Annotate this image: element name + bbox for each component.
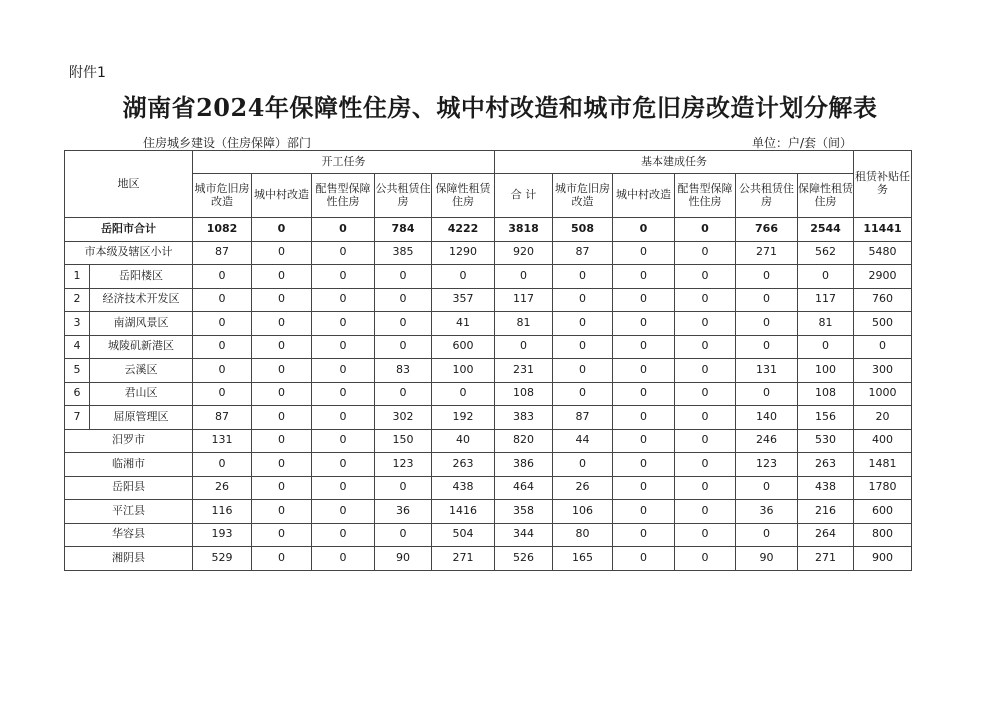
table-cell: 0 — [613, 547, 675, 571]
table-cell: 0 — [432, 265, 495, 289]
table-cell: 83 — [375, 359, 432, 383]
table-cell: 87 — [553, 406, 613, 430]
table-cell: 87 — [193, 241, 252, 265]
table-cell: 0 — [553, 335, 613, 359]
region-name: 湘阴县 — [65, 547, 193, 571]
table-cell: 0 — [312, 523, 375, 547]
table-cell: 108 — [798, 382, 854, 406]
region-name: 屈原管理区 — [90, 406, 193, 430]
table-cell: 0 — [675, 453, 736, 477]
row-number: 3 — [65, 312, 90, 336]
table-cell: 81 — [798, 312, 854, 336]
table-cell: 123 — [736, 453, 798, 477]
table-cell: 438 — [432, 476, 495, 500]
table-row — [65, 429, 912, 453]
table-cell: 271 — [798, 547, 854, 571]
table-cell: 0 — [252, 382, 312, 406]
table-cell: 0 — [613, 359, 675, 383]
table-cell: 0 — [193, 312, 252, 336]
table-cell: 0 — [553, 359, 613, 383]
table-cell: 500 — [854, 312, 912, 336]
region-name: 平江县 — [65, 500, 193, 524]
table-cell: 784 — [375, 218, 432, 242]
column-header: 配售型保障性住房 — [312, 174, 375, 218]
table-cell: 0 — [375, 523, 432, 547]
table-cell: 0 — [736, 312, 798, 336]
table-cell: 0 — [675, 476, 736, 500]
column-header: 保障性租赁住房 — [432, 174, 495, 218]
table-cell: 0 — [252, 265, 312, 289]
table-cell: 0 — [312, 453, 375, 477]
table-cell: 0 — [312, 218, 375, 242]
start-task-group-header: 开工任务 — [193, 151, 495, 174]
table-cell: 116 — [193, 500, 252, 524]
region-name: 汨罗市 — [65, 429, 193, 453]
region-name: 经济技术开发区 — [90, 288, 193, 312]
table-cell: 530 — [798, 429, 854, 453]
table-cell: 216 — [798, 500, 854, 524]
table-cell: 0 — [675, 523, 736, 547]
region-name: 南湖风景区 — [90, 312, 193, 336]
table-cell: 0 — [312, 500, 375, 524]
table-cell: 383 — [495, 406, 553, 430]
table-cell: 0 — [675, 218, 736, 242]
region-name: 岳阳市合计 — [65, 218, 193, 242]
table-cell: 20 — [854, 406, 912, 430]
table-cell: 0 — [312, 241, 375, 265]
table-cell: 0 — [675, 359, 736, 383]
region-name: 城陵矶新港区 — [90, 335, 193, 359]
table-cell: 0 — [193, 265, 252, 289]
table-cell: 0 — [675, 406, 736, 430]
column-header: 公共租赁住房 — [736, 174, 798, 218]
table-cell: 820 — [495, 429, 553, 453]
table-cell: 386 — [495, 453, 553, 477]
table-cell: 1000 — [854, 382, 912, 406]
table-cell: 920 — [495, 241, 553, 265]
table-cell: 800 — [854, 523, 912, 547]
table-row — [65, 265, 912, 289]
table-cell: 131 — [736, 359, 798, 383]
table-cell: 0 — [312, 265, 375, 289]
table-cell: 0 — [193, 382, 252, 406]
table-cell: 4222 — [432, 218, 495, 242]
table-cell: 0 — [613, 500, 675, 524]
table-cell: 36 — [736, 500, 798, 524]
table-cell: 0 — [798, 335, 854, 359]
table-cell: 263 — [432, 453, 495, 477]
table-cell: 1416 — [432, 500, 495, 524]
table-cell: 766 — [736, 218, 798, 242]
table-row — [65, 382, 912, 406]
row-number: 6 — [65, 382, 90, 406]
table-cell: 1481 — [854, 453, 912, 477]
table-cell: 100 — [432, 359, 495, 383]
table-row — [65, 288, 912, 312]
table-cell: 0 — [736, 476, 798, 500]
table-cell: 0 — [312, 335, 375, 359]
table-cell: 1290 — [432, 241, 495, 265]
table-row — [65, 453, 912, 477]
region-name: 华容县 — [65, 523, 193, 547]
table-cell: 0 — [675, 382, 736, 406]
table-cell: 562 — [798, 241, 854, 265]
table-row — [65, 406, 912, 430]
table-cell: 0 — [613, 523, 675, 547]
region-name: 市本级及辖区小计 — [65, 241, 193, 265]
table-cell: 123 — [375, 453, 432, 477]
table-cell: 87 — [193, 406, 252, 430]
table-cell: 131 — [193, 429, 252, 453]
table-cell: 0 — [252, 453, 312, 477]
column-header: 配售型保障性住房 — [675, 174, 736, 218]
table-cell: 0 — [252, 547, 312, 571]
table-cell: 0 — [252, 218, 312, 242]
table-cell: 900 — [854, 547, 912, 571]
table-cell: 504 — [432, 523, 495, 547]
column-header: 城市危旧房改造 — [193, 174, 252, 218]
table-cell: 108 — [495, 382, 553, 406]
table-cell: 0 — [252, 335, 312, 359]
table-cell: 81 — [495, 312, 553, 336]
table-row — [65, 500, 912, 524]
table-cell: 0 — [553, 288, 613, 312]
table-cell: 438 — [798, 476, 854, 500]
table-cell: 0 — [553, 312, 613, 336]
table-cell: 0 — [613, 453, 675, 477]
table-cell: 0 — [553, 382, 613, 406]
table-cell: 0 — [252, 406, 312, 430]
table-row — [65, 476, 912, 500]
table-cell: 0 — [312, 429, 375, 453]
table-cell: 0 — [675, 500, 736, 524]
table-cell: 0 — [252, 241, 312, 265]
table-cell: 0 — [193, 288, 252, 312]
table-cell: 271 — [736, 241, 798, 265]
column-header: 城市危旧房改造 — [553, 174, 613, 218]
table-cell: 529 — [193, 547, 252, 571]
row-number: 5 — [65, 359, 90, 383]
table-cell: 0 — [613, 406, 675, 430]
table-cell: 193 — [193, 523, 252, 547]
table-cell: 0 — [736, 382, 798, 406]
department-label: 住房城乡建设（住房保障）部门 — [143, 136, 312, 150]
region-name: 君山区 — [90, 382, 193, 406]
table-cell: 90 — [375, 547, 432, 571]
table-row — [65, 523, 912, 547]
table-cell: 760 — [854, 288, 912, 312]
table-row — [65, 218, 912, 242]
table-cell: 400 — [854, 429, 912, 453]
table-row — [65, 359, 912, 383]
table-cell: 0 — [675, 335, 736, 359]
column-header: 合 计 — [495, 174, 553, 218]
table-cell: 0 — [193, 335, 252, 359]
table-cell: 246 — [736, 429, 798, 453]
unit-label: 单位：户/套（间） — [752, 136, 853, 150]
table-row — [65, 241, 912, 265]
table-cell: 41 — [432, 312, 495, 336]
table-cell: 106 — [553, 500, 613, 524]
table-cell: 0 — [736, 335, 798, 359]
table-cell: 0 — [613, 476, 675, 500]
table-cell: 0 — [736, 288, 798, 312]
table-cell: 1082 — [193, 218, 252, 242]
table-cell: 358 — [495, 500, 553, 524]
table-cell: 117 — [798, 288, 854, 312]
table-cell: 192 — [432, 406, 495, 430]
table-cell: 36 — [375, 500, 432, 524]
basic-task-group-header: 基本建成任务 — [495, 151, 854, 174]
table-cell: 0 — [312, 288, 375, 312]
table-cell: 0 — [736, 523, 798, 547]
table-row — [65, 547, 912, 571]
table-cell: 0 — [375, 335, 432, 359]
column-header: 公共租赁住房 — [375, 174, 432, 218]
table-cell: 0 — [495, 335, 553, 359]
table-cell: 1780 — [854, 476, 912, 500]
column-header: 城中村改造 — [252, 174, 312, 218]
table-cell: 40 — [432, 429, 495, 453]
table-cell: 0 — [252, 523, 312, 547]
table-cell: 0 — [252, 312, 312, 336]
region-name: 临湘市 — [65, 453, 193, 477]
table-cell: 302 — [375, 406, 432, 430]
row-number: 1 — [65, 265, 90, 289]
table-cell: 0 — [375, 265, 432, 289]
table-cell: 0 — [375, 476, 432, 500]
table-cell: 0 — [675, 265, 736, 289]
table-cell: 0 — [613, 218, 675, 242]
table-cell: 0 — [495, 265, 553, 289]
table-cell: 0 — [613, 335, 675, 359]
table-cell: 0 — [553, 265, 613, 289]
table-cell: 0 — [375, 382, 432, 406]
table-cell: 0 — [675, 241, 736, 265]
table-cell: 0 — [675, 312, 736, 336]
plan-table — [64, 150, 912, 571]
table-cell: 0 — [193, 453, 252, 477]
table-cell: 150 — [375, 429, 432, 453]
table-cell: 385 — [375, 241, 432, 265]
table-cell: 0 — [252, 359, 312, 383]
table-cell: 0 — [252, 288, 312, 312]
table-cell: 165 — [553, 547, 613, 571]
table-cell: 0 — [193, 359, 252, 383]
table-cell: 0 — [312, 476, 375, 500]
table-cell: 156 — [798, 406, 854, 430]
table-cell: 0 — [613, 265, 675, 289]
table-cell: 0 — [613, 382, 675, 406]
table-cell: 0 — [798, 265, 854, 289]
table-cell: 2544 — [798, 218, 854, 242]
table-cell: 90 — [736, 547, 798, 571]
table-cell: 0 — [312, 312, 375, 336]
table-cell: 87 — [553, 241, 613, 265]
table-cell: 464 — [495, 476, 553, 500]
table-cell: 0 — [312, 359, 375, 383]
table-cell: 0 — [613, 312, 675, 336]
region-name: 岳阳县 — [65, 476, 193, 500]
table-cell: 2900 — [854, 265, 912, 289]
table-cell: 344 — [495, 523, 553, 547]
column-header: 城中村改造 — [613, 174, 675, 218]
attachment-label: 附件1 — [69, 65, 106, 81]
table-cell: 0 — [312, 406, 375, 430]
table-cell: 357 — [432, 288, 495, 312]
document-title: 湖南省2024年保障性住房、城中村改造和城市危旧房改造计划分解表 — [122, 93, 878, 122]
table-cell: 526 — [495, 547, 553, 571]
region-name: 岳阳楼区 — [90, 265, 193, 289]
table-cell: 0 — [553, 453, 613, 477]
table-cell: 231 — [495, 359, 553, 383]
table-cell: 44 — [553, 429, 613, 453]
region-header: 地区 — [65, 151, 193, 218]
row-number: 4 — [65, 335, 90, 359]
table-cell: 264 — [798, 523, 854, 547]
column-header: 保障性租赁住房 — [798, 174, 854, 218]
table-cell: 0 — [432, 382, 495, 406]
table-cell: 5480 — [854, 241, 912, 265]
table-cell: 140 — [736, 406, 798, 430]
table-cell: 600 — [432, 335, 495, 359]
table-cell: 0 — [312, 547, 375, 571]
table-cell: 0 — [613, 429, 675, 453]
table-cell: 26 — [553, 476, 613, 500]
row-number: 7 — [65, 406, 90, 430]
table-cell: 0 — [613, 288, 675, 312]
table-cell: 0 — [613, 241, 675, 265]
table-cell: 263 — [798, 453, 854, 477]
table-cell: 0 — [675, 547, 736, 571]
table-cell: 0 — [675, 288, 736, 312]
table-cell: 80 — [553, 523, 613, 547]
table-cell: 0 — [252, 429, 312, 453]
table-cell: 0 — [252, 476, 312, 500]
table-cell: 0 — [312, 382, 375, 406]
table-cell: 0 — [736, 265, 798, 289]
region-name: 云溪区 — [90, 359, 193, 383]
table-cell: 300 — [854, 359, 912, 383]
table-cell: 0 — [375, 288, 432, 312]
table-cell: 508 — [553, 218, 613, 242]
table-cell: 3818 — [495, 218, 553, 242]
table-row — [65, 312, 912, 336]
table-cell: 600 — [854, 500, 912, 524]
table-cell: 117 — [495, 288, 553, 312]
row-number: 2 — [65, 288, 90, 312]
table-cell: 0 — [252, 500, 312, 524]
table-cell: 0 — [854, 335, 912, 359]
table-cell: 100 — [798, 359, 854, 383]
table-cell: 26 — [193, 476, 252, 500]
table-cell: 0 — [675, 429, 736, 453]
table-cell: 0 — [375, 312, 432, 336]
table-cell: 11441 — [854, 218, 912, 242]
subsidy-header: 租赁补贴任务 — [854, 151, 912, 218]
table-cell: 271 — [432, 547, 495, 571]
table-row — [65, 335, 912, 359]
